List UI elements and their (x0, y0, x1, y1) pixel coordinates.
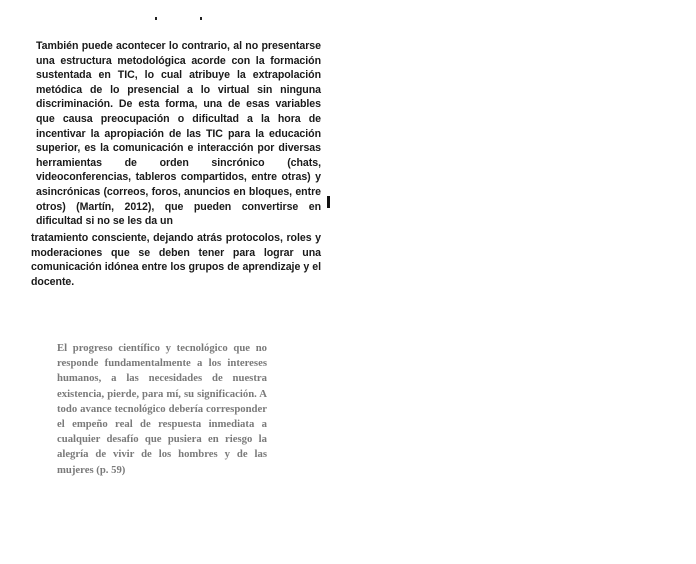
text-cursor (327, 196, 330, 208)
body-paragraph-2: tratamiento consciente, dejando atrás protocolos, roles y moderaciones que se deben tener para lograr una comunicación idónea entre los grupos de aprendizaje y el docente. (31, 232, 321, 288)
block-quote: El progreso científico y tecnológico que no responde fundamentalmente a los intereses humanos, a las necesidades de nuestra existencia, pierde, para mí, su significación. A todo avance tecnológico debería corresponder el empeño real de respuesta inmediata a cualquier desafío que pusiera en riesgo la alegría de vivir de los hombres y de las mujeres (p. 59) (57, 342, 267, 476)
top-mark-left (155, 17, 157, 20)
top-mark-right (200, 17, 202, 20)
body-paragraph-1: También puede acontecer lo contrario, al no presentarse una estructura metodológica acorde con la formación sustentada en TIC, lo cual atribuye la extrapolación metódica de lo presencial a lo virtual sin ninguna discriminación. De esta forma, una de esas variables que causa preocupación o dificultad a la hora de incentivar la apropiación de las TIC para la educación superior, es la comunicación e interacción por diversas herramientas de orden sincrónico (chats, videoconferencias, tableros compartidos, entre otras) y asincrónicas (correos, foros, anuncios en bloques, entre otros) (Martín, 2012), que pueden convertirse en dificultad si no se les da un (36, 40, 321, 228)
